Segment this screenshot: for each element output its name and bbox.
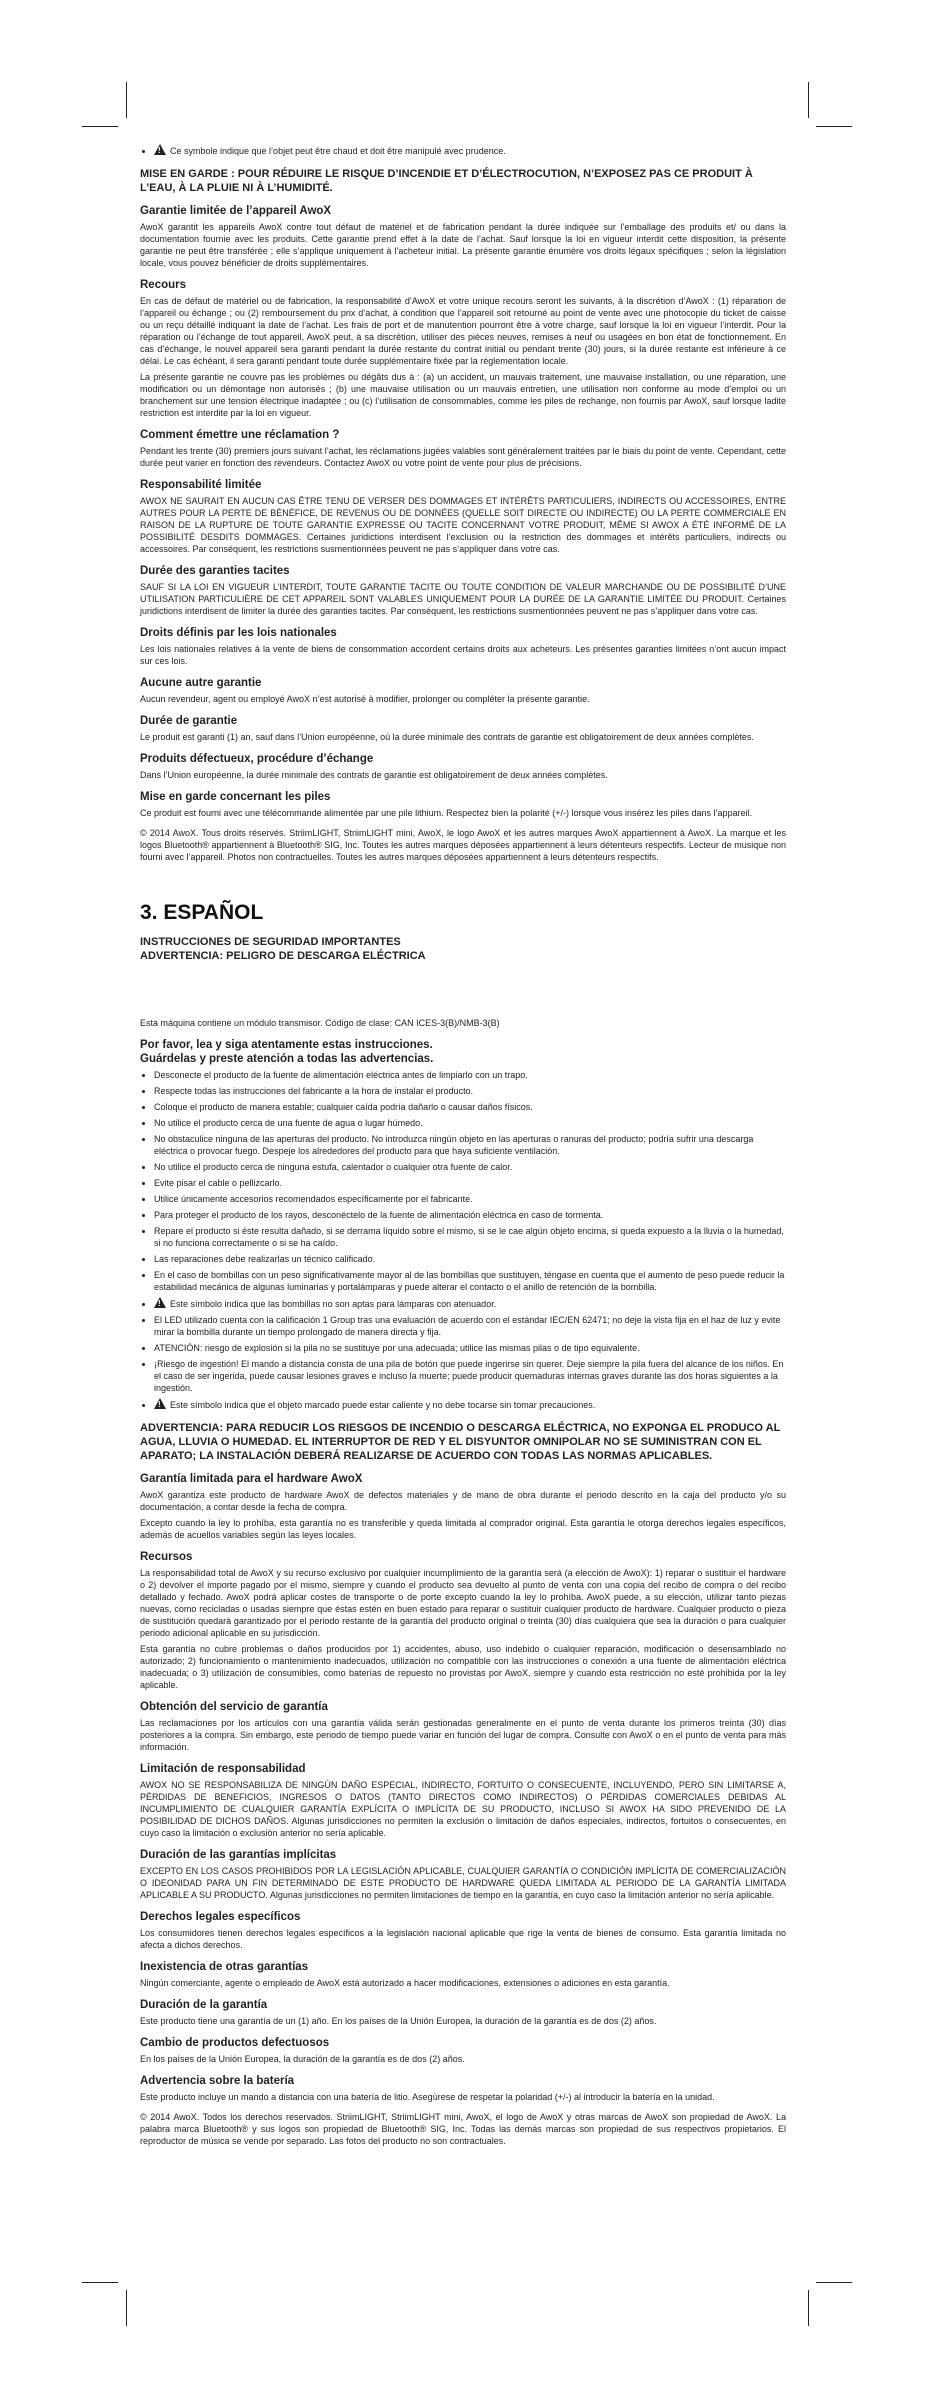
section-title: Mise en garde concernant les piles: [140, 791, 331, 803]
section-body: Este producto incluye un mando a distancia con una batería de litio. Asegúrese de respetar la polaridad (+/-) al introducir la batería en la unidad.: [140, 2092, 715, 2102]
section-body: Excepto cuando la ley lo prohíba, esta garantía no es transferible y queda limitada al comprador original. Esta garantía le otorga derechos legales específicos, además de acuellos variables según las leyes locales.: [140, 1518, 786, 1540]
crop-mark: [816, 126, 852, 127]
section-body: AWOX NO SE RESPONSABILIZA DE NINGÚN DAÑO ESPECIAL, INDIRECTO, FORTUITO O CONSECUENTE, INCLUYENDO, PERO SIN LIMITARSE A, PÉRDIDAS DE BENEFICIOS, INGRESOS O DATOS (TANTO DIRECTOS COMO INDIRECTOS) O PÉRDIDAS COMERCIALES DEBIDAS AL INCUMPLIMIENTO DE CUALQUIER GARANTÍA EXPLÍCITA O IMPLÍCITA DE SU PRODUCTO, INCLUSO SI AWOX HA SIDO PREVENIDO DE LA POSIBILIDAD DE DICHOS DAÑOS. Algunas jurisdicciones no permiten la exclusión o limitación de daños especiales, indirectos, fortuitos o consecuentes, en cuyo caso la limitación o exclusión anterior no sería aplicable.: [140, 1780, 786, 1838]
es-lamp-note: !• Este símbolo indica que las bombillas no son aptas para lámparas con atenuador.: [154, 1297, 786, 1310]
es-bullet-list: [140, 1069, 786, 1293]
bullet-item: • Las reparaciones debe realizarlas un técnico calificado.: [154, 1253, 786, 1265]
es-hot-note-list: [140, 1398, 786, 1411]
section-title: Droits définis par les lois nationales: [140, 627, 337, 639]
section-body: AWOX NE SAURAIT EN AUCUN CAS ÊTRE TENU DE VERSER DES DOMMAGES ET INTÉRÊTS PARTICULIERS, INDIRECTS OU ACCESSOIRES, ENTRE AUTRES POUR LA PERTE DE BÉNÉFICE, DE REVENUS OU DE DONNÉES (QUELLE SOIT DIRECTE OU INDIRECTE) OU LA PERTE COMMERCIALE EN RAISON DE LA RUPTURE DE TOUTE GARANTIE EXPRESSE OU TACITE CONCERNANT VOTRE PRODUIT, MÊME SI AWOX A ÉTÉ INFORMÉ DE LA POSSIBILITÉ DESDITS DOMMAGES. Certaines juridictions interdisent l’exclusion ou la restriction des dommages et intérêts particuliers, indirects ou accessoires. Par conséquent, les restrictions susmentionnées peuvent ne pas s’appliquer dans votre cas.: [140, 496, 786, 554]
bullet-item: • No utilice el producto cerca de ninguna estufa, calentador o cualquier otra fuente de calor.: [154, 1161, 786, 1173]
section-title: Durée de garantie: [140, 715, 238, 727]
section-body: Ce produit est fourni avec une télécommande alimentée par une pile lithium. Respectez bien la polarité (+/-) lorsque vous insérez les piles dans l’appareil.: [140, 808, 753, 818]
es-copyright: © 2014 AwoX. Todos los derechos reservados. StriimLIGHT, StriimLIGHT mini, AwoX, el logo de AwoX y otras marcas de AwoX son propiedad de AwoX. La palabra marca Bluetooth® y sus logos son propiedad de Bluetooth® SIG, Inc. Todas las demás marcas son propiedad de sus respectivos propietarios. El reproductor de música se vende por separado. Las fotos del producto no son contractuales.: [140, 2112, 786, 2146]
section-body: La responsabilidad total de AwoX y su recurso exclusivo por cualquier incumplimiento de la garantía será (a elección de AwoX): 1) reparar o sustituir el hardware o 2) devolver el importe pagado por el mismo, siempre y cuando el producto sea devuelto al punto de venta con una copia del recibo de compra o del recibo detallado y fechado. AwoX podrá aplicar costes de transporte o de porte excepto cuando la ley lo prohíba. AwoX puede, a su elección, utilizar tanto piezas nuevas, como recicladas o usadas siempre que éstas estén en buen estado para reparar o sustituir cualquier producto de hardware. Cualquier producto o pieza de sustitución quedará garantizado por el periodo restante de la garantía del producto original o treinta (30) días cualquiera que sea la duración o para cualquier periodo adicional aplicable en su jurisdicción.: [140, 1568, 786, 1638]
es-read-line2: Guárdelas y preste atención a todas las advertencias.: [140, 1053, 434, 1065]
bullet-item: • ATENCIÓN: riesgo de explosión si la pila no se sustituye por una adecuada; utilice las mismas pilas o de tipo equivalente.: [154, 1342, 786, 1354]
fr-sections: [140, 204, 786, 819]
section-title: Inexistencia de otras garantías: [140, 1961, 309, 1973]
bullet-item: • Desconecte el producto de la fuente de alimentación eléctrica antes de limpiarlo con un trapo.: [154, 1069, 786, 1081]
warning-triangle-icon: [154, 1297, 166, 1308]
bullet-item: • ¡Riesgo de ingestión! El mando a distancia consta de una pila de botón que puede ingerirse sin querer. Deje siempre la pila fuera del alcance de los niños. En el caso de ser ingerida, puede causar lesiones graves e incluso la muerte; puede producir quemaduras internas graves durante las dos horas siguientes a la ingestión.: [154, 1358, 786, 1394]
section-title: Limitación de responsabilidad: [140, 1763, 306, 1775]
section-title: Recours: [140, 279, 187, 291]
bullet-item: • Utilice únicamente accesorios recomendados específicamente por el fabricante.: [154, 1193, 786, 1205]
section-title: Produits défectueux, procédure d’échange: [140, 753, 374, 765]
fr-hot-note-list: [140, 144, 786, 157]
warning-triangle-icon: [154, 1398, 166, 1409]
section-title: Garantía limitada para el hardware AwoX: [140, 1473, 363, 1485]
crop-mark: [126, 2290, 127, 2326]
section-body: SAUF SI LA LOI EN VIGUEUR L’INTERDIT, TOUTE GARANTIE TACITE OU TOUTE CONDITION DE VALEUR MARCHANDE OU DE POSSIBILITÉ D’UNE UTILISATION PARTICULIÈRE DE CET APPAREIL SONT VALABLES UNIQUEMENT POUR LA DURÉE DE LA GARANTIE LIMITÉE DU PRODUIT. Certaines juridictions interdisent de limiter la durée des garanties tacites. Par conséquent, les restrictions susmentionnées peuvent ne pas s’appliquer dans votre cas.: [140, 582, 786, 616]
section-body: En cas de défaut de matériel ou de fabrication, la responsabilité d’AwoX et votre unique recours seront les suivants, à la discrétion d’AwoX : (1) réparation de l’appareil ou échange ; ou (2) remboursement du prix d’achat, à condition que l’appareil soit retourné au point de vente avec une photocopie du ticket de caisse ou un reçu détaillé indiquant la date de l’achat. Les frais de port et de manutention pourront être à votre charge, sauf lorsque la loi en vigueur l’interdit. Pour la réparation ou l’échange de tout appareil, AwoX peut, à sa discrétion, utiliser des pièces neuves, remises à neuf ou usagées en bon état de fonctionnement. En cas d’échange, le nouvel appareil sera garanti pendant la durée restante du contrat initial ou pendant trente (30) jours, si la durée restante est inférieure à ce délai. Le cas échéant, il sera garanti pendant toute durée supplémentaire fixée par la réglementation locale.: [140, 296, 786, 366]
section-title: Responsabilité limitée: [140, 479, 262, 491]
section-title: Comment émettre une réclamation ?: [140, 429, 340, 441]
es-bullet-list-2: [140, 1314, 786, 1394]
bullet-item: • Coloque el producto de manera estable; cualquier caída podría dañarlo o causar daños físicos.: [154, 1101, 786, 1113]
section-body: EXCEPTO EN LOS CASOS PROHIBIDOS POR LA LEGISLACIÓN APLICABLE, CUALQUIER GARANTÍA O CONDICIÓN IMPLÍCITA DE COMERCIALIZACIÓN O IDEONIDAD PARA UN FIN DETERMINADO DE ESTE PRODUCTO DE HARDWARE QUEDA LIMITADA AL PERIODO DE LA GARANTÍA LIMITADA APLICABLE A SU PRODUCTO. Algunas jurisdicciones no permiten limitaciones de tiempo en la garantía, en cuyo caso la limitación anterior no sería aplicable.: [140, 1866, 786, 1900]
section-body: Los consumidores tienen derechos legales específicos a la legislación nacional aplicable que rige la venta de bienes de consumo. Esta garantía limitada no afecta a dichos derechos.: [140, 1928, 786, 1950]
es-heading: 3. ESPAÑOL: [140, 901, 264, 924]
es-sub2: ADVERTENCIA: PELIGRO DE DESCARGA ELÉCTRICA: [140, 950, 426, 962]
section-title: Durée des garanties tacites: [140, 565, 290, 577]
es-module-note: Esta máquina contiene un módulo transmisor. Código de clase: CAN ICES-3(B)/NMB-3(B): [140, 1018, 500, 1028]
section-body: Las reclamaciones por los artículos con una garantía válida serán gestionadas generalmente en el punto de venta durante los primeros treinta (30) días posteriores a la compra. Sin embargo, este periodo de tiempo puede variar en función del lugar de compra. Consulte con AwoX o en el punto de venta para más información.: [140, 1718, 786, 1752]
fr-copyright: © 2014 AwoX. Tous droits réservés. StriimLIGHT, StriimLIGHT mini, AwoX, le logo AwoX et les autres marques AwoX appartiennent à AwoX. La marque et les logos Bluetooth® appartiennent à Bluetooth® SIG, Inc. Toutes les autres marques déposées appartiennent à leurs détenteurs respectifs. Lecteur de musique non fourni avec l’appareil. Photos non contractuelles. Toutes les autres marques déposées appartiennent à leurs détenteurs respectifs.: [140, 828, 786, 862]
section-title: Obtención del servicio de garantía: [140, 1701, 328, 1713]
crop-mark: [808, 82, 809, 118]
fr-hot-note: !• Ce symbole indique que l’objet peut être chaud et doit être manipulé avec prudence.: [154, 144, 786, 157]
section-body: Dans l’Union européenne, la durée minimale des contrats de garantie est obligatoirement de deux années complètes.: [140, 770, 608, 780]
crop-mark: [82, 126, 118, 127]
section-body: Este producto tiene una garantía de un (1) año. En los países de la Unión Europea, la duración de la garantía es de dos (2) años.: [140, 2016, 657, 2026]
section-title: Aucune autre garantie: [140, 677, 262, 689]
section-body: Ningún comerciante, agente o empleado de AwoX está autorizado a hacer modificaciones, extensiones o adiciones en esta garantía.: [140, 1978, 670, 1988]
warning-triangle-icon: [154, 144, 166, 155]
section-title: Garantie limitée de l’appareil AwoX: [140, 205, 332, 217]
document-body: [140, 144, 786, 2151]
section-body: En los países de la Unión Europea, la duración de la garantía es de dos (2) años.: [140, 2054, 465, 2064]
bullet-item: • Para proteger el producto de los rayos, desconéctelo de la fuente de alimentación eléctrica en caso de tormenta.: [154, 1209, 786, 1221]
section-title: Cambio de productos defectuosos: [140, 2037, 330, 2049]
section-body: AwoX garantiza este producto de hardware AwoX de defectos materiales y de mano de obra durante el periodo descrito en la caja del producto y/o su documentación, a contar desde la fecha de compra.: [140, 1490, 786, 1512]
section-body: Aucun revendeur, agent ou employé AwoX n’est autorisé à modifier, prolonger ou compléter la présente garantie.: [140, 694, 590, 704]
es-hot-note: !• Este símbolo indica que el objeto marcado puede estar caliente y no debe tocarse sin tomar precauciones.: [154, 1398, 786, 1411]
bullet-item: • Evite pisar el cable o pellizcarlo.: [154, 1177, 786, 1189]
section-body: Esta garantía no cubre problemas o daños producidos por 1) accidentes, abuso, uso indebido o cualquier reparación, modificación o desensamblado no autorizado; 2) funcionamiento o mantenimiento inadecuados, utilización no compatible con las instrucciones o conexión a una fuente de alimentación eléctrica inadecuada; o 3) utilización de consumibles, como baterías de repuesto no provistas por AwoX, siempre y cuando esta restricción no esté prohibida por la ley aplicable.: [140, 1644, 786, 1690]
bullet-item: • Respecte todas las instrucciones del fabricante a la hora de instalar el producto.: [154, 1085, 786, 1097]
section-body: AwoX garantit les appareils AwoX contre tout défaut de matériel et de fabrication pendant la durée indiquée sur l’emballage des produits et/ ou dans la documentation fournie avec les produits. Cette garantie prend effet à la date de l’achat. Sauf lorsque la loi en vigueur interdit cette disposition, la présente garantie ne peut être transférée ; elle s’applique uniquement à l’acheteur initial. La présente garantie énumère vos droits légaux spécifiques ; selon la législation locale, vous pouvez bénéficier de droits supplémentaires.: [140, 222, 786, 268]
section-title: Duración de las garantías implícitas: [140, 1849, 337, 1861]
bullet-item: • No utilice el producto cerca de una fuente de agua o lugar húmedo.: [154, 1117, 786, 1129]
section-body: Pendant les trente (30) premiers jours suivant l’achat, les réclamations jugées valables sont généralement traitées par le biais du point de vente. Cependant, cette durée peut varier en fonction des revendeurs. Contactez AwoX ou votre point de vente pour plus de précisions.: [140, 446, 786, 468]
section-body: Les lois nationales relatives à la vente de biens de consommation accordent certains droits aux acheteurs. Les présentes garanties limitées n’ont aucun impact sur ces lois.: [140, 644, 786, 666]
bullet-item: • Repare el producto si éste resulta dañado, si se derrama líquido sobre el mismo, si se le cae algún objeto encima, si queda expuesto a la lluvia o la humedad, si no funciona correctamente o si se ha caído.: [154, 1225, 786, 1249]
es-lamp-note-list: [140, 1297, 786, 1310]
bullet-item: • En el caso de bombillas con un peso significativamente mayor al de las bombillas que sustituyen, téngase en cuenta que el aumento de peso puede reducir la estabilidad mecánica de algunas luminarias y portalámparas y puede alterar el contacto o el anillo de retención de la bombilla.: [154, 1269, 786, 1293]
bullet-item: • El LED utilizado cuenta con la calificación 1 Group tras una evaluación de acuerdo con el estándar IEC/EN 62471; no deje la vista fija en el haz de luz y evite mirar la bombilla durante un tiempo prolongado de manera directa y fija.: [154, 1314, 786, 1338]
fr-warning: MISE EN GARDE : POUR RÉDUIRE LE RISQUE D’INCENDIE ET D’ÉLECTROCUTION, N’EXPOSEZ PAS CE PRODUIT À L’EAU, À LA PLUIE NI À L’HUMIDITÉ.: [140, 168, 753, 194]
section-body: Le produit est garanti (1) an, sauf dans l’Union européenne, où la durée minimale des contrats de garantie est obligatoirement de deux années complètes.: [140, 732, 754, 742]
es-read-line1: Por favor, lea y siga atentamente estas instrucciones.: [140, 1039, 433, 1051]
section-title: Derechos legales específicos: [140, 1911, 301, 1923]
section-title: Recursos: [140, 1551, 193, 1563]
bullet-item: • No obstaculice ninguna de las aperturas del producto. No introduzca ningún objeto en las aperturas o ranuras del producto; podría sufrir una descarga eléctrica o provocar fuego. Despeje los alrededores del producto para que haya suficiente ventilación.: [154, 1133, 786, 1157]
es-sub1: INSTRUCCIONES DE SEGURIDAD IMPORTANTES: [140, 936, 401, 948]
section-title: Duración de la garantía: [140, 1999, 268, 2011]
es-warning: ADVERTENCIA: PARA REDUCIR LOS RIESGOS DE INCENDIO O DESCARGA ELÉCTRICA, NO EXPONGA EL PRODUCO AL AGUA, LLUVIA O HUMEDAD. EL INTERRUPTOR DE RED Y EL DISYUNTOR OMNIPOLAR NO SE SUMINISTRAN CON EL APARATO; LA INSTALACIÓN DEBERÁ REALIZARSE DE ACUERDO CON TODAS LAS NORMAS APLICABLES.: [140, 1422, 781, 1462]
crop-mark: [808, 2290, 809, 2326]
section-body: La présente garantie ne couvre pas les problèmes ou dégâts dus à : (a) un accident, un mauvais traitement, une mauvaise installation, ou une réparation, une modification ou un démontage non autorisés ; (b) une mauvaise utilisation ou un mauvais entretien, une utilisation non conforme au mode d’emploi ou un branchement sur une tension électrique inadaptée ; ou (c) l’utilisation de consommables, comme les piles de rechange, non fournis par AwoX, sauf lorsque ladite restriction est interdite par la loi en vigueur.: [140, 372, 786, 418]
crop-mark: [82, 2282, 118, 2283]
es-sections: [140, 1472, 786, 2103]
crop-mark: [816, 2282, 852, 2283]
crop-mark: [126, 82, 127, 118]
section-title: Advertencia sobre la batería: [140, 2075, 295, 2087]
